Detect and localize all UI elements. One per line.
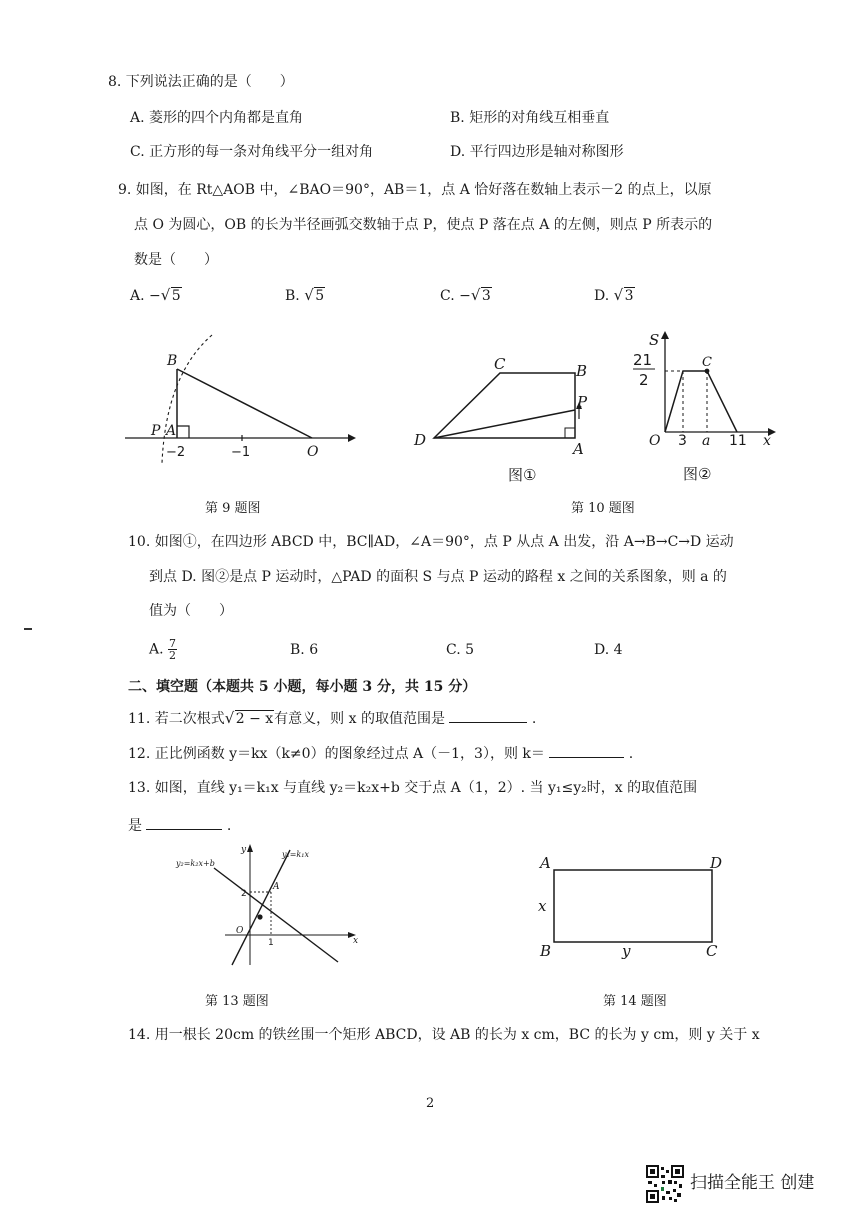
label-point-c: C [702, 355, 712, 370]
q13-line1: 13. 如图，直线 y₁＝k₁x 与直线 y₂＝k₂x+b 交于点 A（1，2）. 当 y₁≤y₂时，x 的取值范围 [128, 780, 698, 796]
label-b: B [167, 353, 178, 369]
figure-10-1 [410, 355, 605, 485]
section-2-heading: 二、填空题（本题共 5 小题，每小题 3 分，共 15 分） [128, 679, 477, 695]
label-p: P [577, 393, 588, 411]
right-angle-mark [177, 426, 189, 438]
q11: 11. 若二次根式 √ 2 − x有意义，则 x 的取值范围是 . [128, 709, 537, 727]
figure-10-2 [625, 327, 780, 487]
figure-14-caption: 第 14 题图 [603, 994, 667, 1009]
label-b: B [576, 362, 588, 380]
right-angle-mark [565, 428, 575, 438]
figure-10-caption: 第 10 题图 [571, 501, 635, 516]
label-y1: y₁=k₁x [282, 850, 309, 859]
label-minus-1: −1 [231, 445, 251, 460]
q14-line1: 14. 用一根长 20cm 的铁丝围一个矩形 ABCD，设 AB 的长为 x cm，BC 的长为 y cm，则 y 关于 x [128, 1027, 760, 1043]
q10-line3: 值为（ ） [149, 603, 233, 619]
q10-option-a: A. $\frac{7}{2}$ [149, 637, 177, 662]
label-c: C [494, 355, 506, 373]
tick-3: 3 [678, 433, 687, 449]
figure-label-2: 图② [683, 465, 712, 483]
margin-mark [24, 628, 32, 630]
q9-line2: 点 O 为圆心，OB 的长为半径画弧交数轴于点 P，使点 P 落在点 A 的左侧，则点 P 所表示的 [134, 217, 713, 233]
label-x: x [763, 433, 771, 449]
label-s: S [649, 331, 660, 349]
q8-stem: 8. 下列说法正确的是（ ） [108, 74, 294, 90]
graph-s [665, 371, 737, 432]
line-y1 [232, 850, 290, 965]
q9-option-c: C. − √ 3 [440, 286, 491, 304]
q9-option-b: B. √ 5 [285, 286, 325, 304]
q10-line1: 10. 如图①，在四边形 ABCD 中，BC∥AD，∠A＝90°，点 P 从点 A 出发，沿 A→B→C→D 运动 [128, 534, 734, 550]
number-line-arrow [348, 434, 356, 442]
label-2: 2 [639, 371, 649, 389]
q9-line3: 数是（ ） [134, 252, 218, 268]
tick-a: a [702, 433, 711, 449]
label-a: A [273, 882, 280, 892]
page-number: 2 [426, 1096, 435, 1111]
rectangle-abcd [554, 870, 712, 942]
tick-1: 1 [268, 938, 274, 948]
tick-11: 11 [729, 433, 747, 449]
label-o: O [307, 444, 319, 460]
point-marker [257, 914, 262, 919]
figure-9-caption: 第 9 题图 [205, 501, 261, 516]
q12: 12. 正比例函数 y＝kx（k≠0）的图象经过点 A（－1，3），则 k＝ . [128, 743, 633, 764]
label-y: y [622, 942, 631, 960]
figure-14 [530, 848, 730, 968]
q9-line1: 9. 如图，在 Rt△AOB 中，∠BAO＝90°，AB＝1，点 A 恰好落在数轴上表示－2 的点上，以原 [118, 182, 712, 198]
y-axis-arrow [247, 844, 253, 852]
q13-line2: 是 . [128, 815, 231, 836]
q12-answer-blank[interactable] [549, 743, 624, 758]
label-a: A [540, 854, 551, 872]
y-axis-arrow [661, 331, 669, 339]
label-c: C [706, 942, 718, 960]
figure-13 [170, 840, 370, 970]
quadrilateral-abcd [434, 373, 575, 438]
segment-dp [434, 410, 575, 438]
q8-option-d: D. 平行四边形是轴对称图形 [450, 144, 624, 160]
label-y2: y₂=k₂x+b [176, 859, 215, 868]
label-y: y [241, 845, 247, 855]
label-21: 21 [633, 351, 653, 369]
tick-2: 2 [241, 889, 247, 899]
label-a: A [166, 423, 177, 439]
q10-option-b: B. 6 [290, 642, 319, 658]
q10-option-d: D. 4 [594, 642, 623, 658]
qr-code-icon [646, 1165, 684, 1203]
label-x: x [538, 897, 547, 915]
watermark-text: 扫描全能王 创建 [690, 1173, 815, 1193]
q10-option-c: C. 5 [446, 642, 475, 658]
q8-option-c: C. 正方形的每一条对角线平分一组对角 [130, 144, 374, 160]
label-b: B [540, 942, 552, 960]
q9-option-a: A. − √ 5 [130, 286, 181, 304]
q8-option-b: B. 矩形的对角线互相垂直 [450, 110, 610, 126]
label-d: D [414, 431, 427, 449]
figure-13-caption: 第 13 题图 [205, 994, 269, 1009]
q8-option-a: A. 菱形的四个内角都是直角 [130, 110, 304, 126]
figure-9 [120, 335, 360, 470]
q9-option-d: D. √ 3 [594, 286, 634, 304]
label-o: O [649, 433, 661, 449]
figure-label-1: 图① [508, 466, 537, 484]
label-minus-2: −2 [166, 445, 186, 460]
label-d: D [710, 854, 723, 872]
segment-bo [177, 369, 312, 438]
q11-answer-blank[interactable] [449, 708, 527, 723]
q13-answer-blank[interactable] [146, 815, 222, 830]
q10-line2: 到点 D. 图②是点 P 运动时，△PAD 的面积 S 与点 P 运动的路程 x 之间的关系图象，则 a 的 [149, 569, 727, 585]
label-p: P [151, 423, 161, 439]
label-x: x [353, 936, 359, 946]
label-o: O [236, 926, 244, 936]
label-a: A [573, 440, 584, 458]
